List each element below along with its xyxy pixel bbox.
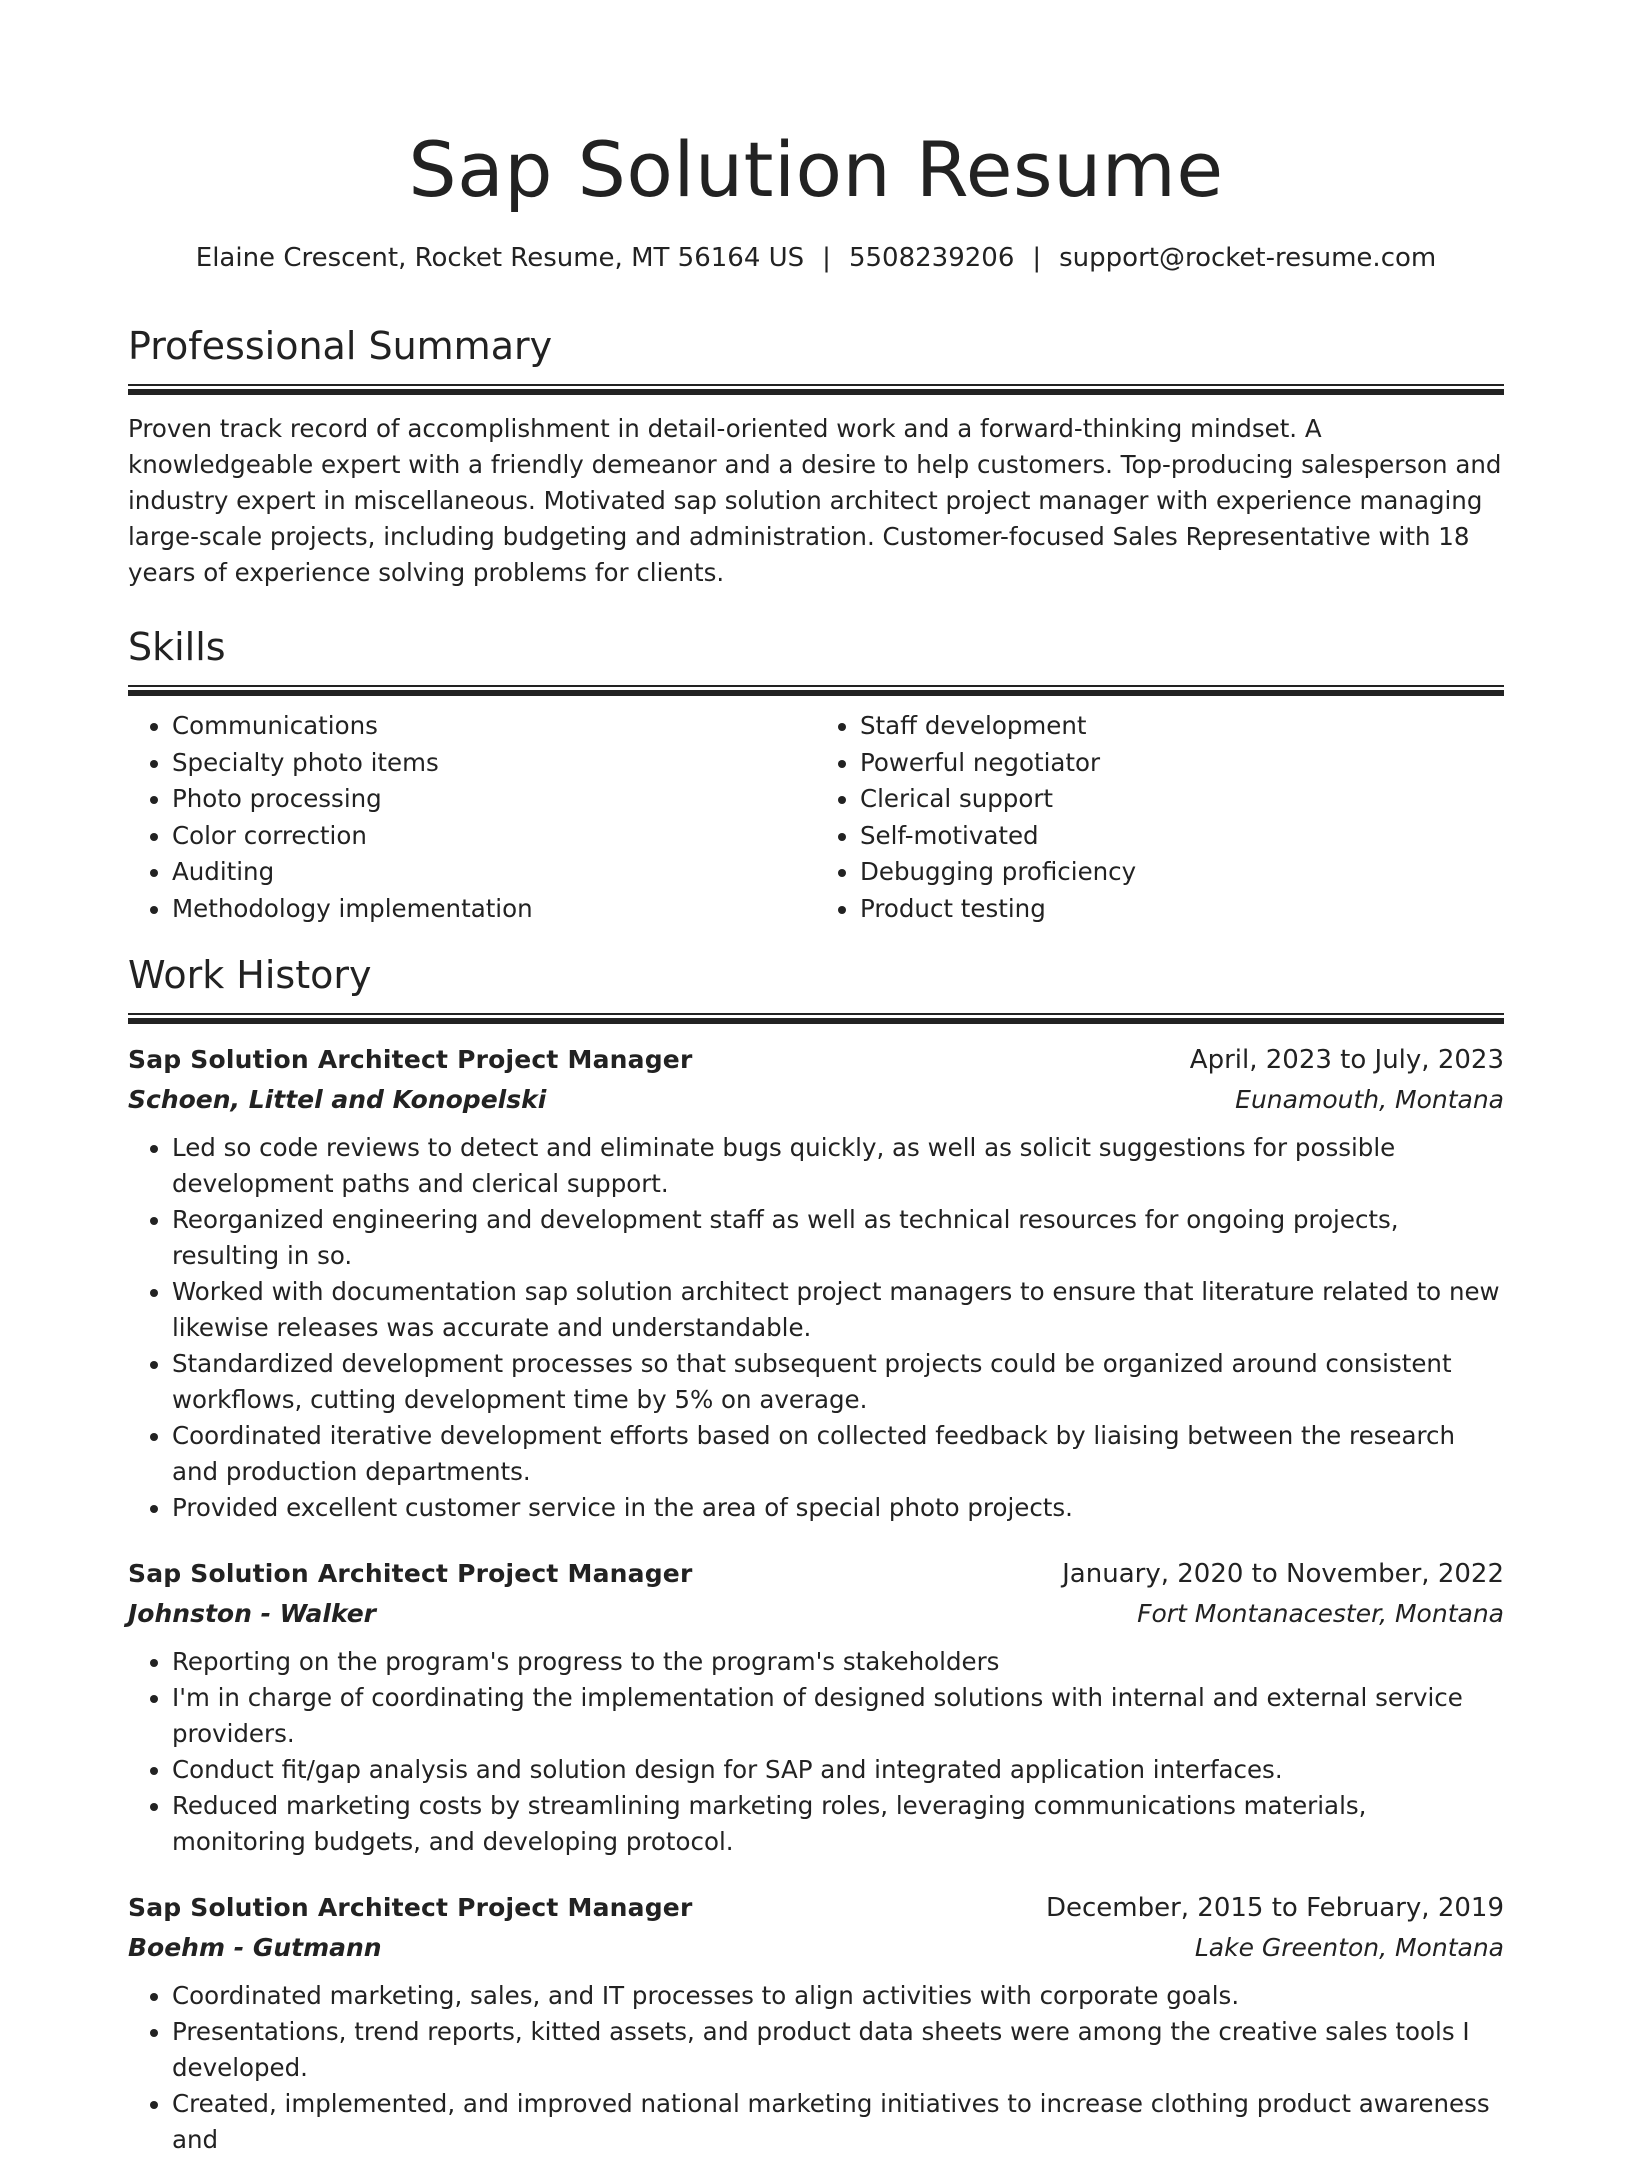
professional-summary-section (128, 320, 1504, 591)
job-dates: December, 2015 to February, 2019 (1045, 1893, 1504, 1923)
section-heading-work: Work History (128, 953, 372, 997)
section-divider (128, 685, 1504, 696)
job-bullets (128, 1978, 1504, 2158)
job-bullet: • Reduced marketing costs by streamlining marketing roles, leveraging communications materials, monitoring budgets, and developing protocol. (172, 1788, 1504, 1860)
job-entry (128, 1888, 1504, 2158)
skill-item: • Color correction (172, 818, 816, 855)
job-bullet: • Presentations, trend reports, kitted assets, and product data sheets were among the creative sales tools I developed. (172, 2014, 1504, 2086)
job-bullet: • Provided excellent customer service in the area of special photo projects. (172, 1490, 1504, 1526)
skill-item: • Self-motivated (860, 818, 1504, 855)
contact-email: support@rocket-resume.com (1059, 243, 1437, 273)
job-title: Sap Solution Architect Project Manager (128, 1893, 693, 1922)
job-company-row (128, 1928, 1504, 1968)
skill-item: • Communications (172, 708, 816, 745)
contact-address: Elaine Crescent, Rocket Resume, MT 56164 US (195, 243, 805, 273)
section-divider (128, 1013, 1504, 1024)
skill-item: • Product testing (860, 891, 1504, 928)
job-title: Sap Solution Architect Project Manager (128, 1045, 693, 1074)
contact-line (128, 240, 1504, 276)
skill-item: • Specialty photo items (172, 745, 816, 782)
skills-column-left (128, 708, 816, 927)
skills-grid (128, 708, 1504, 927)
job-company: Boehm - Gutmann (128, 1933, 382, 1962)
job-bullet: • Created, implemented, and improved national marketing initiatives to increase clothing product awareness and (172, 2086, 1504, 2158)
contact-separator: | (1032, 243, 1042, 273)
job-bullet: • Coordinated iterative development efforts based on collected feedback by liaising between the research and production departments. (172, 1418, 1504, 1490)
skill-item: • Methodology implementation (172, 891, 816, 928)
work-history-section (128, 949, 1504, 2158)
job-bullets (128, 1130, 1504, 1526)
section-divider (128, 384, 1504, 395)
job-title: Sap Solution Architect Project Manager (128, 1559, 693, 1588)
job-bullet: • Reporting on the program's progress to the program's stakeholders (172, 1644, 1504, 1680)
page-title: Sap Solution Resume (408, 125, 1224, 214)
job-entry (128, 1040, 1504, 1526)
skill-item: • Powerful negotiator (860, 745, 1504, 782)
job-header-row (128, 1554, 1504, 1594)
contact-phone: 5508239206 (848, 243, 1015, 273)
summary-text: Proven track record of accomplishment in detail-oriented work and a forward-thinking mindset. A knowledgeable expert with a friendly demeanor and a desire to help customers. Top-producing salesperson and industry expert in miscellaneous. Motivated sap solution architect project manager with experience managing large-scale projects, including budgeting and administration. Customer-focused Sales Representative with 18 years of experience solving problems for clients. (128, 414, 1502, 587)
skill-item: • Clerical support (860, 781, 1504, 818)
job-entry (128, 1554, 1504, 1860)
job-bullets (128, 1644, 1504, 1860)
job-company: Johnston - Walker (128, 1599, 376, 1628)
job-dates: January, 2020 to November, 2022 (1062, 1559, 1504, 1589)
skill-item: • Debugging proficiency (860, 854, 1504, 891)
job-bullet: • Led so code reviews to detect and eliminate bugs quickly, as well as solicit suggestions for possible development paths and clerical support. (172, 1130, 1504, 1202)
job-bullet: • Reorganized engineering and development staff as well as technical resources for ongoing projects, resulting in so. (172, 1202, 1504, 1274)
job-location: Fort Montanacester, Montana (1137, 1599, 1504, 1628)
job-company-row (128, 1594, 1504, 1634)
job-bullet: • Standardized development processes so that subsequent projects could be organized around consistent workflows, cutting development time by 5% on average. (172, 1346, 1504, 1418)
section-heading-skills: Skills (128, 625, 226, 669)
job-header-row (128, 1888, 1504, 1928)
job-bullet: • Worked with documentation sap solution architect project managers to ensure that literature related to new likewise releases was accurate and understandable. (172, 1274, 1504, 1346)
job-bullet: • Coordinated marketing, sales, and IT processes to align activities with corporate goals. (172, 1978, 1504, 2014)
contact-separator: | (822, 243, 831, 273)
job-company: Schoen, Littel and Konopelski (128, 1085, 547, 1114)
job-company-row (128, 1080, 1504, 1120)
skills-section (128, 621, 1504, 927)
job-bullet: • I'm in charge of coordinating the implementation of designed solutions with internal and external service providers. (172, 1680, 1504, 1752)
job-dates: April, 2023 to July, 2023 (1189, 1045, 1504, 1075)
section-heading-summary: Professional Summary (128, 324, 553, 368)
job-location: Eunamouth, Montana (1235, 1085, 1504, 1114)
skill-item: • Auditing (172, 854, 816, 891)
job-location: Lake Greenton, Montana (1194, 1933, 1504, 1962)
job-bullet: • Conduct fit/gap analysis and solution design for SAP and integrated application interfaces. (172, 1752, 1504, 1788)
skill-item: • Staff development (860, 708, 1504, 745)
skill-item: • Photo processing (172, 781, 816, 818)
job-header-row (128, 1040, 1504, 1080)
skills-column-right (816, 708, 1504, 927)
